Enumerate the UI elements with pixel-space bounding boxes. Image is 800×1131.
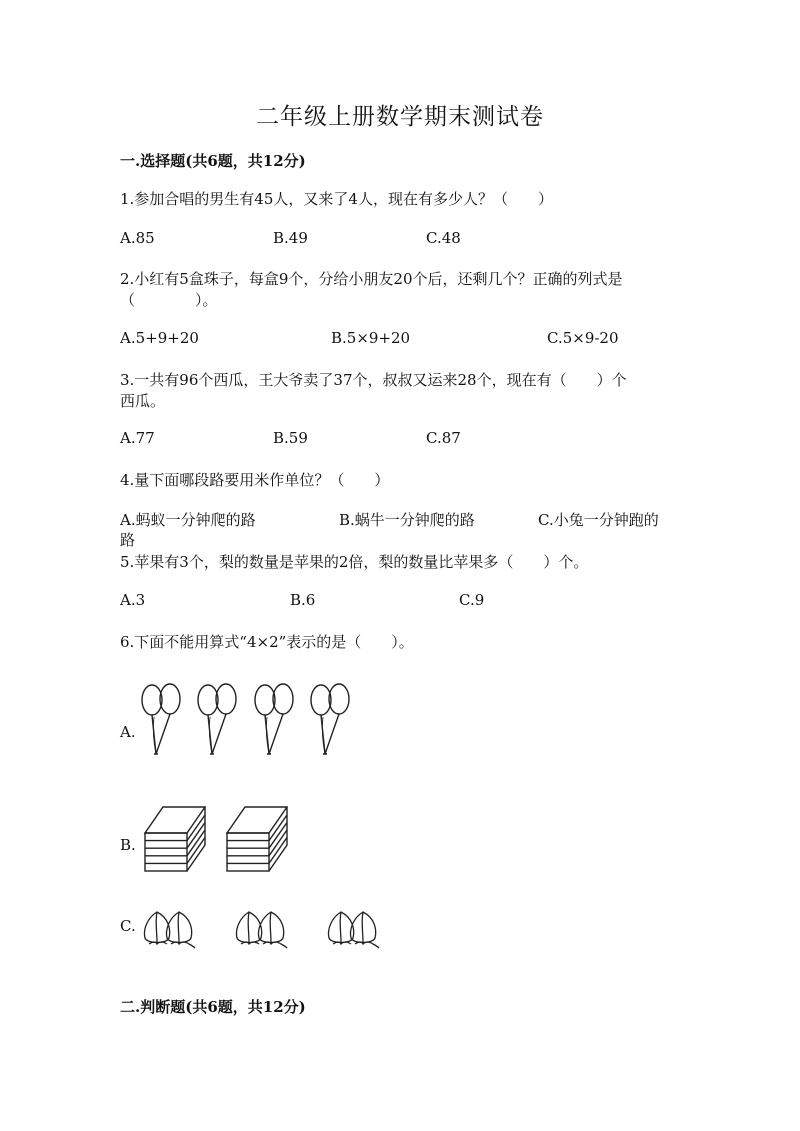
question-2-option-c: C.5×9-20	[547, 329, 619, 347]
question-3-text-line1: 3.一共有96个西瓜，王大爷卖了37个，叔叔又运来28个，现在有（ ）个	[120, 371, 627, 389]
question-5-option-b: B.6	[290, 591, 316, 609]
question-6-option-c: C.	[120, 917, 136, 935]
question-4-option-b: B.蜗牛一分钟爬的路	[339, 511, 475, 529]
question-5-text: 5.苹果有3个，梨的数量是苹果的2倍，梨的数量比苹果多（ ）个。	[120, 553, 589, 571]
section-1-heading: 一.选择题(共6题，共12分)	[120, 152, 306, 170]
question-2-option-b: B.5×9+20	[331, 329, 411, 347]
page-title: 二年级上册数学期末测试卷	[256, 104, 544, 130]
question-3-text-line2: 西瓜。	[120, 392, 166, 410]
question-2-text-line2: （ ）。	[120, 291, 218, 309]
question-3-option-b: B.59	[273, 429, 308, 447]
question-4-option-c: C.小兔一分钟跑的	[538, 511, 659, 529]
question-1-option-b: B.49	[273, 229, 308, 247]
question-5-option-c: C.9	[459, 591, 485, 609]
question-2-text-line1: 2.小红有5盒珠子，每盒9个，分给小朋友20个后，还剩几个？正确的列式是	[120, 270, 623, 288]
question-4-text: 4.量下面哪段路要用米作单位？（ ）	[120, 471, 390, 489]
question-5-option-a: A.3	[120, 591, 146, 609]
stacked-boards-icon	[143, 805, 293, 873]
question-6-option-b: B.	[120, 836, 136, 854]
question-2-option-a: A.5+9+20	[120, 329, 199, 347]
question-1-option-c: C.48	[426, 229, 461, 247]
question-3-option-c: C.87	[426, 429, 461, 447]
question-4-option-a: A.蚂蚁一分钟爬的路	[120, 511, 256, 529]
balloon-pairs-icon	[138, 680, 366, 760]
question-6-option-a: A.	[120, 723, 136, 741]
peach-pairs-icon	[143, 908, 393, 950]
question-3-option-a: A.77	[120, 429, 155, 447]
section-2-heading: 二.判断题(共6题，共12分)	[120, 998, 306, 1016]
question-1-option-a: A.85	[120, 229, 155, 247]
question-6-text: 6.下面不能用算式“4×2”表示的是（ ）。	[120, 633, 414, 651]
question-1-text: 1.参加合唱的男生有45人，又来了4人，现在有多少人？（ ）	[120, 190, 553, 208]
question-4-option-c-wrap: 路	[120, 531, 136, 549]
